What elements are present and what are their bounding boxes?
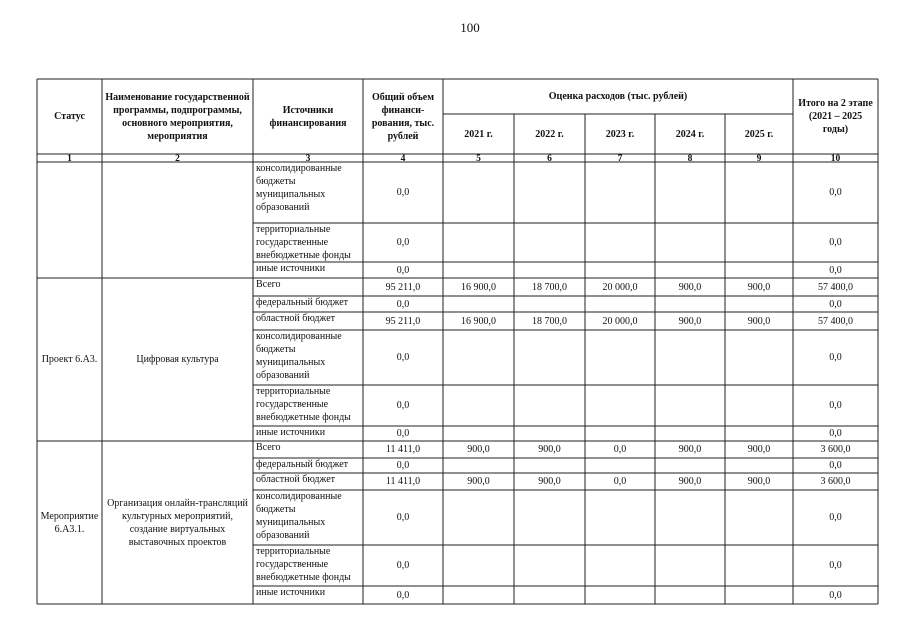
value-cell: 0,0 bbox=[396, 428, 410, 439]
source-cell: территориальные государственные внебюджетные фонды bbox=[256, 224, 351, 261]
value-cell: 900,0 bbox=[538, 476, 561, 487]
value-cell: 0,0 bbox=[396, 512, 410, 523]
itogo-cell: 3 600,0 bbox=[820, 476, 851, 487]
itogo-cell: 3 600,0 bbox=[820, 444, 851, 455]
value-cell: 900,0 bbox=[538, 444, 561, 455]
value-cell: 16 900,0 bbox=[461, 315, 496, 327]
value-cell: 900,0 bbox=[678, 281, 702, 293]
column-number-10: 10 bbox=[830, 154, 841, 162]
value-cell: 900,0 bbox=[467, 444, 490, 455]
header-estimate: Оценка расходов (тыс. рублей) bbox=[548, 91, 688, 102]
value-cell: 0,0 bbox=[396, 560, 410, 571]
header-year-2023: 2023 г. bbox=[605, 128, 635, 140]
source-cell: территориальные государственные внебюджетные фонды bbox=[256, 386, 351, 423]
column-number-6: 6 bbox=[547, 154, 552, 162]
itogo-cell: 0,0 bbox=[829, 400, 842, 411]
value-cell: 11 411,0 bbox=[385, 444, 421, 455]
value-cell: 0,0 bbox=[396, 264, 410, 276]
value-cell: 0,0 bbox=[396, 298, 410, 310]
column-number-1: 1 bbox=[67, 154, 72, 162]
itogo-cell: 0,0 bbox=[829, 187, 842, 198]
header-itogo: Итого на 2 этапе (2021 – 2025 годы) bbox=[798, 98, 873, 135]
column-number-2: 2 bbox=[175, 154, 180, 162]
header-total: Общий объем финанси-рования, тыс. рублей bbox=[371, 91, 435, 142]
value-cell: 900,0 bbox=[747, 315, 771, 327]
header-name: Наименование государственной программы, подпрограммы, основного мероприятия, мероприятия bbox=[105, 91, 250, 142]
value-cell: 900,0 bbox=[678, 476, 702, 487]
header-year-2024: 2024 г. bbox=[675, 128, 705, 140]
source-cell: областной бюджет bbox=[256, 313, 336, 324]
header-year-2025: 2025 г. bbox=[744, 128, 774, 140]
value-cell: 18 700,0 bbox=[532, 281, 567, 293]
source-cell: федеральный бюджет bbox=[256, 459, 349, 470]
source-cell: Всего bbox=[256, 279, 281, 290]
source-cell: федеральный бюджет bbox=[256, 297, 349, 308]
value-cell: 900,0 bbox=[467, 476, 490, 487]
source-cell: территориальные государственные внебюджетные фонды bbox=[256, 546, 351, 583]
value-cell: 18 700,0 bbox=[532, 315, 567, 327]
source-cell: областной бюджет bbox=[256, 474, 336, 485]
column-number-3: 3 bbox=[305, 154, 311, 162]
source-cell: консолидированные бюджеты муниципальных образований bbox=[256, 491, 342, 541]
value-cell: 0,0 bbox=[396, 460, 410, 471]
group-name: Цифровая культура bbox=[136, 354, 219, 365]
value-cell: 0,0 bbox=[396, 187, 410, 198]
value-cell: 900,0 bbox=[678, 444, 702, 455]
column-number-5: 5 bbox=[476, 154, 481, 162]
value-cell: 0,0 bbox=[396, 237, 410, 248]
source-cell: консолидированные бюджеты муниципальных образований bbox=[256, 163, 342, 213]
group-status: Проект 6.А3. bbox=[41, 354, 98, 365]
value-cell: 900,0 bbox=[747, 476, 771, 487]
value-cell: 0,0 bbox=[613, 476, 627, 487]
page-number: 100 bbox=[460, 20, 480, 35]
value-cell: 900,0 bbox=[747, 281, 771, 293]
value-cell: 900,0 bbox=[678, 315, 702, 327]
value-cell: 0,0 bbox=[396, 589, 410, 601]
source-cell: иные источники bbox=[256, 587, 326, 598]
column-number-4: 4 bbox=[400, 154, 406, 162]
value-cell: 11 411,0 bbox=[385, 476, 421, 487]
itogo-cell: 0,0 bbox=[829, 237, 842, 248]
itogo-cell: 0,0 bbox=[829, 560, 842, 571]
source-cell: Всего bbox=[256, 442, 281, 453]
value-cell: 16 900,0 bbox=[461, 281, 496, 293]
header-status: Статус bbox=[54, 111, 85, 122]
itogo-cell: 0,0 bbox=[829, 460, 842, 471]
value-cell: 95 211,0 bbox=[385, 315, 421, 327]
column-number-9: 9 bbox=[756, 154, 762, 162]
itogo-cell: 0,0 bbox=[829, 589, 842, 601]
itogo-cell: 0,0 bbox=[829, 264, 842, 276]
value-cell: 900,0 bbox=[747, 444, 771, 455]
value-cell: 0,0 bbox=[396, 400, 410, 411]
group-name: Организация онлайн-трансляций культурных мероприятий, создание виртуальных выставочных проектов bbox=[107, 497, 248, 548]
group-status: Мероприятие 6.А3.1. bbox=[40, 510, 99, 535]
column-number-8: 8 bbox=[687, 154, 693, 162]
itogo-cell: 0,0 bbox=[829, 512, 842, 523]
itogo-cell: 0,0 bbox=[829, 298, 842, 310]
value-cell: 0,0 bbox=[396, 352, 410, 363]
itogo-cell: 57 400,0 bbox=[818, 315, 853, 327]
header-year-2021: 2021 г. bbox=[464, 128, 493, 140]
column-number-7: 7 bbox=[617, 154, 623, 162]
itogo-cell: 0,0 bbox=[829, 428, 842, 439]
header-year-2022: 2022 г. bbox=[535, 128, 564, 140]
source-cell: консолидированные бюджеты муниципальных образований bbox=[256, 331, 342, 381]
source-cell: иные источники bbox=[256, 427, 326, 438]
value-cell: 20 000,0 bbox=[602, 281, 638, 293]
value-cell: 20 000,0 bbox=[602, 315, 638, 327]
value-cell: 0,0 bbox=[613, 444, 627, 455]
itogo-cell: 0,0 bbox=[829, 352, 842, 363]
itogo-cell: 57 400,0 bbox=[818, 281, 853, 293]
header-sources: Источники финансирования bbox=[269, 104, 347, 129]
source-cell: иные источники bbox=[256, 263, 326, 274]
value-cell: 95 211,0 bbox=[385, 281, 421, 293]
